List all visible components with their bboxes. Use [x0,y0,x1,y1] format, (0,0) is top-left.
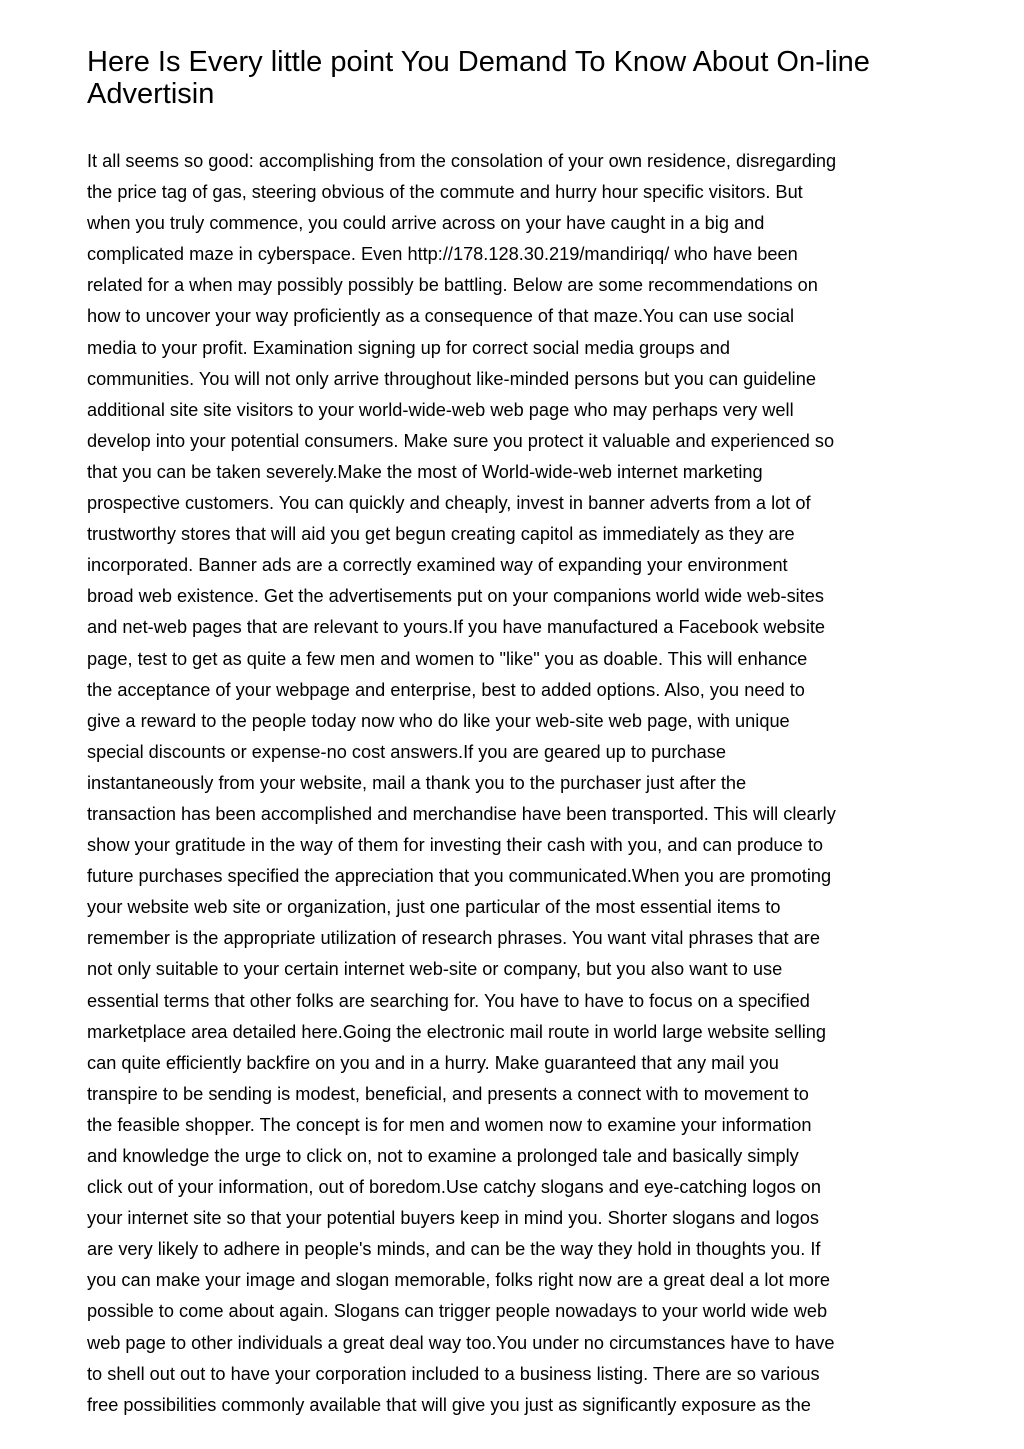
body-line: show your gratitude in the way of them for investing their cash with you, and can produce to [87,835,823,856]
body-line: trustworthy stores that will aid you get begun creating capitol as immediately as they are [87,524,795,545]
body-line: special discounts or expense-no cost answers.If you are geared up to purchase [87,741,726,762]
body-line: prospective customers. You can quickly and cheaply, invest in banner adverts from a lot of [87,493,811,514]
body-line: give a reward to the people today now who do like your web-site web page, with unique [87,710,790,731]
body-line: media to your profit. Examination signing up for correct social media groups and [87,337,730,358]
body-line: complicated maze in cyberspace. Even http://178.128.30.219/mandiriqq/ who have been [87,244,798,265]
body-line: future purchases specified the appreciation that you communicated.When you are promoting [87,866,832,887]
body-line: your internet site so that your potential buyers keep in mind you. Shorter slogans and logos [87,1208,819,1229]
body-line: click out of your information, out of boredom.Use catchy slogans and eye-catching logos on [87,1177,821,1198]
body-line: your website web site or organization, just one particular of the most essential items to [87,897,781,918]
body-line: It all seems so good: accomplishing from the consolation of your own residence, disregarding [87,151,837,171]
body-line: that you can be taken severely.Make the most of World-wide-web internet marketing [87,461,763,482]
body-line: can quite efficiently backfire on you and in a hurry. Make guaranteed that any mail you [87,1052,779,1073]
body-line: page, test to get as quite a few men and women to "like" you as doable. This will enhance [87,648,808,669]
body-line: communities. You will not only arrive throughout like-minded persons but you can guideline [87,368,816,389]
body-line: web page to other individuals a great deal way too.You under no circumstances have to have [87,1332,835,1353]
body-line: are very likely to adhere in people's minds, and can be the way they hold in thoughts you. If [87,1239,821,1260]
body-line: the acceptance of your webpage and enterprise, best to added options. Also, you need to [87,679,805,700]
body-line: transpire to be sending is modest, beneficial, and presents a connect with to movement to [87,1083,809,1104]
body-line: possible to come about again. Slogans can trigger people nowadays to your world wide web [87,1301,828,1322]
body-line: remember is the appropriate utilization of research phrases. You want vital phrases that are [87,928,820,949]
document-title: Here Is Every little point You Demand To Know About On-line Advertisin [87,46,870,110]
body-line: and knowledge the urge to click on, not to examine a prolonged tale and basically simply [87,1146,799,1166]
body-line: additional site site visitors to your world-wide-web web page who may perhaps very well [87,399,794,420]
body-line: instantaneously from your website, mail a thank you to the purchaser just after the [87,772,747,793]
body-line: how to uncover your way proficiently as a consequence of that maze.You can use social [87,306,795,327]
body-line: marketplace area detailed here.Going the electronic mail route in world large website selling [87,1021,827,1042]
body-line: you can make your image and slogan memorable, folks right now are a great deal a lot more [87,1270,831,1291]
body-line: when you truly commence, you could arrive across on your have caught in a big and [87,213,765,234]
body-line: to shell out out to have your corporation included to a business listing. There are so various [87,1363,820,1384]
body-line: not only suitable to your certain internet web-site or company, but you also want to use [87,959,783,980]
body-line: the feasible shopper. The concept is for men and women now to examine your information [87,1114,812,1135]
body-line: and net-web pages that are relevant to yours.If you have manufactured a Facebook website [87,617,826,638]
body-line: transaction has been accomplished and merchandise have been transported. This will clearly [87,803,836,824]
body-line: essential terms that other folks are searching for. You have to have to focus on a specified [87,990,810,1011]
body-line: free possibilities commonly available that will give you just as significantly exposure as the [87,1394,811,1415]
body-line: related for a when may possibly possibly be battling. Below are some recommendations on [87,275,818,296]
document-body [87,146,947,1421]
body-line: broad web existence. Get the advertisements put on your companions world wide web-sites [87,586,824,607]
body-line: incorporated. Banner ads are a correctly examined way of expanding your environment [87,555,788,576]
body-line: develop into your potential consumers. Make sure you protect it valuable and experienced so [87,430,835,451]
body-line: the price tag of gas, steering obvious of the commute and hurry hour specific visitors. But [87,182,803,203]
